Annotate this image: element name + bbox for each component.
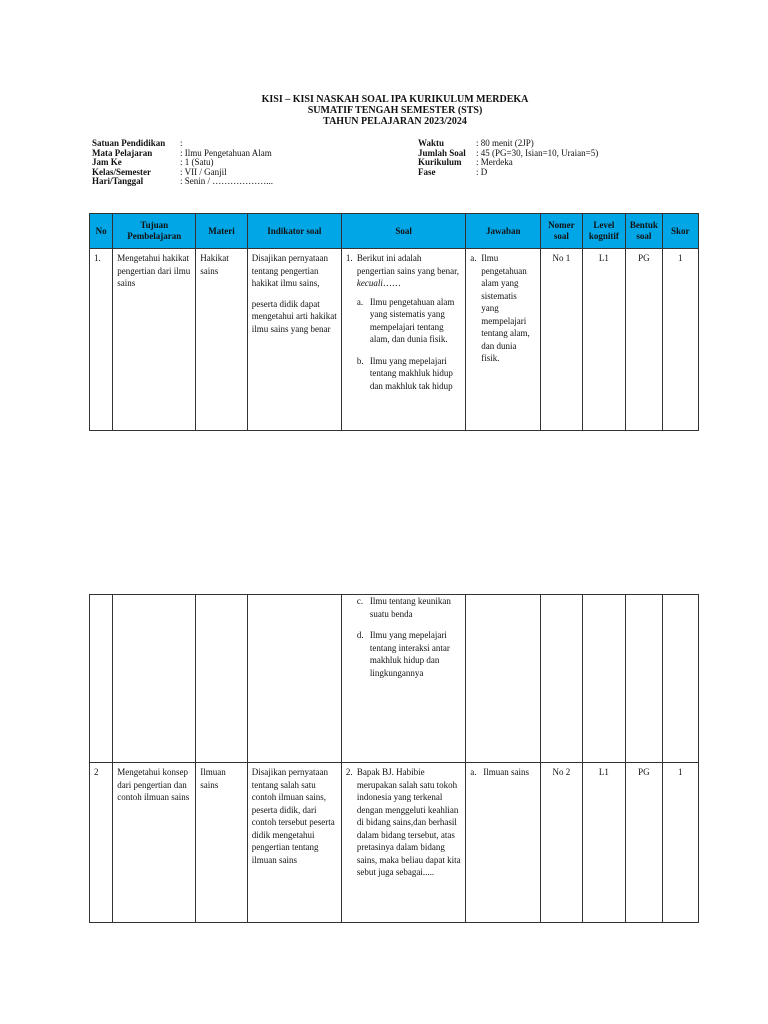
cell-soal — [341, 595, 465, 763]
answer-option — [346, 296, 461, 346]
meta-value: : VII / Ganjil — [180, 166, 227, 177]
cell-tujuan — [113, 595, 196, 763]
col-header-indikator: Indikator soal — [247, 214, 341, 249]
option-key: b. — [356, 355, 364, 366]
option-text: Ilmu pengetahuan alam yang sistematis yang mempelajari tentang alam, dan dunia fisik. — [369, 296, 455, 344]
answer-option — [346, 595, 461, 620]
meta-value: : Senin / ………………... — [180, 176, 274, 186]
option-key: c. — [356, 596, 364, 606]
cell-bentuk: PG — [626, 249, 662, 431]
meta-value: : 1 (Satu) — [180, 157, 214, 167]
doc-subtitle: SUMATIF TENGAH SEMESTER (STS) — [307, 105, 483, 116]
answer-option — [346, 355, 461, 393]
option-text: Ilmu yang mepelajari tentang makhluk hidup dan makhluk tak hidup — [369, 355, 453, 391]
meta-label: Fase — [418, 166, 436, 177]
answer — [470, 252, 536, 365]
question-number: 2. — [345, 767, 353, 777]
cell-nomer — [541, 595, 582, 763]
table-row — [90, 249, 699, 431]
question-ellipsis: …… — [382, 278, 401, 288]
meta-value: : — [180, 138, 183, 148]
cell-level — [582, 595, 626, 763]
cell-indikator — [247, 249, 341, 431]
meta-label: Kurikulum — [418, 157, 462, 167]
meta-row — [418, 168, 598, 178]
cell-tujuan: Mengetahui konsep dari pengertian dan contoh ilmuan sains — [113, 763, 196, 923]
col-header-level: Level kognitif — [582, 214, 626, 249]
cell-indikator: Disajikan pernyataan tentang salah satu contoh ilmuan sains, peserta didik, dari contoh tersebut peserta didik mengetahui pengertian tentang ilmuan sains — [247, 763, 341, 923]
answer-key: a. — [470, 253, 477, 263]
col-header-soal: Soal — [341, 214, 465, 249]
meta-value: : 45 (PG=30, Isian=10, Uraian=5) — [476, 147, 599, 158]
table-row — [90, 763, 699, 923]
col-header-skor: Skor — [662, 214, 698, 249]
question-emphasis: kecuali — [356, 278, 383, 288]
meta-value: : Merdeka — [476, 157, 513, 167]
cell-skor: 1 — [662, 763, 698, 923]
meta-label: Jam Ke — [92, 157, 122, 167]
answer-key: a. — [470, 767, 477, 777]
meta-row — [92, 177, 273, 187]
meta-value: : 80 menit (2JP) — [476, 138, 534, 148]
cell-jawaban — [466, 595, 541, 763]
option-key: d. — [356, 630, 364, 640]
cell-nomer: No 2 — [541, 763, 582, 923]
cell-skor — [662, 595, 698, 763]
col-header-bentuk: Bentuk soal — [626, 214, 662, 249]
cell-materi: Ilmuan sains — [196, 763, 248, 923]
cell-no — [90, 595, 113, 763]
meta-value: : D — [476, 166, 488, 177]
meta-label: Hari/Tanggal — [92, 176, 144, 186]
col-header-no: No — [90, 214, 113, 249]
answer-text: Ilmuan sains — [483, 767, 530, 777]
meta-row — [418, 158, 598, 168]
cell-tujuan: Mengetahui hakikat pengertian dari ilmu sains — [113, 249, 196, 431]
question — [346, 766, 461, 879]
cell-jawaban — [466, 249, 541, 431]
cell-skor: 1 — [662, 249, 698, 431]
cell-soal — [341, 763, 465, 923]
table-header-row — [90, 214, 699, 249]
cell-soal — [341, 249, 465, 431]
meta-label: Kelas/Semester — [92, 166, 151, 177]
doc-year: TAHUN PELAJARAN 2023/2024 — [323, 116, 467, 127]
meta-label: Satuan Pendidikan — [92, 138, 166, 148]
table-row — [90, 595, 699, 763]
kisi-table-page2 — [89, 594, 699, 923]
cell-level: L1 — [582, 249, 626, 431]
cell-nomer: No 1 — [541, 249, 582, 431]
question-text: Bapak BJ. Habibie merupakan salah satu tokoh indonesia yang terkenal dengan menggeluti keahlian di bidang sains,dan berhasil dalam bidang tersebut, atas pretasinya dalam bidang sains, maka beliau dapat kita sebut juga sebagai..... — [356, 767, 461, 877]
meta-label: Waktu — [418, 138, 445, 148]
cell-indikator — [247, 595, 341, 763]
indikator-text: Disajikan pernyataan tentang pengertian hakikat ilmu sains, — [251, 253, 329, 288]
cell-no: 1. — [90, 249, 113, 431]
cell-jawaban — [466, 763, 541, 923]
indikator-text: peserta didik dapat mengetahui arti hakikat ilmu sains yang benar — [251, 298, 337, 334]
col-header-jawaban: Jawaban — [466, 214, 541, 249]
cell-materi — [196, 595, 248, 763]
option-text: Ilmu tentang keunikan suatu benda — [369, 596, 451, 619]
question — [346, 252, 461, 290]
question-text: Berikut ini adalah pengertian sains yang benar, — [356, 253, 459, 276]
kisi-table-page1 — [89, 213, 699, 431]
doc-title: KISI – KISI NASKAH SOAL IPA KURIKULUM MERDEKA — [261, 94, 529, 105]
option-key: a. — [356, 296, 364, 307]
answer-option — [346, 629, 461, 679]
meta-value: : Ilmu Pengetahuan Alam — [180, 147, 272, 158]
meta-left — [92, 139, 273, 187]
answer — [470, 766, 536, 779]
cell-bentuk — [626, 595, 662, 763]
cell-level: L1 — [582, 763, 626, 923]
option-text: Ilmu yang mepelajari tentang interaksi antar makhluk hidup dan lingkungannya — [369, 630, 450, 678]
cell-no: 2 — [90, 763, 113, 923]
col-header-tujuan: Tujuan Pembelajaran — [113, 214, 196, 249]
col-header-materi: Materi — [196, 214, 248, 249]
meta-label: Jumlah Soal — [418, 147, 466, 158]
meta-right — [418, 139, 598, 177]
col-header-nomer: Nomer soal — [541, 214, 582, 249]
cell-materi: Hakikat sains — [196, 249, 248, 431]
answer-text: Ilmu pengetahuan alam yang sistematis yang mempelajari tentang alam, dan dunia fisik. — [481, 253, 530, 363]
meta-label: Mata Pelajaran — [92, 147, 153, 158]
cell-bentuk: PG — [626, 763, 662, 923]
question-number: 1. — [345, 253, 353, 263]
